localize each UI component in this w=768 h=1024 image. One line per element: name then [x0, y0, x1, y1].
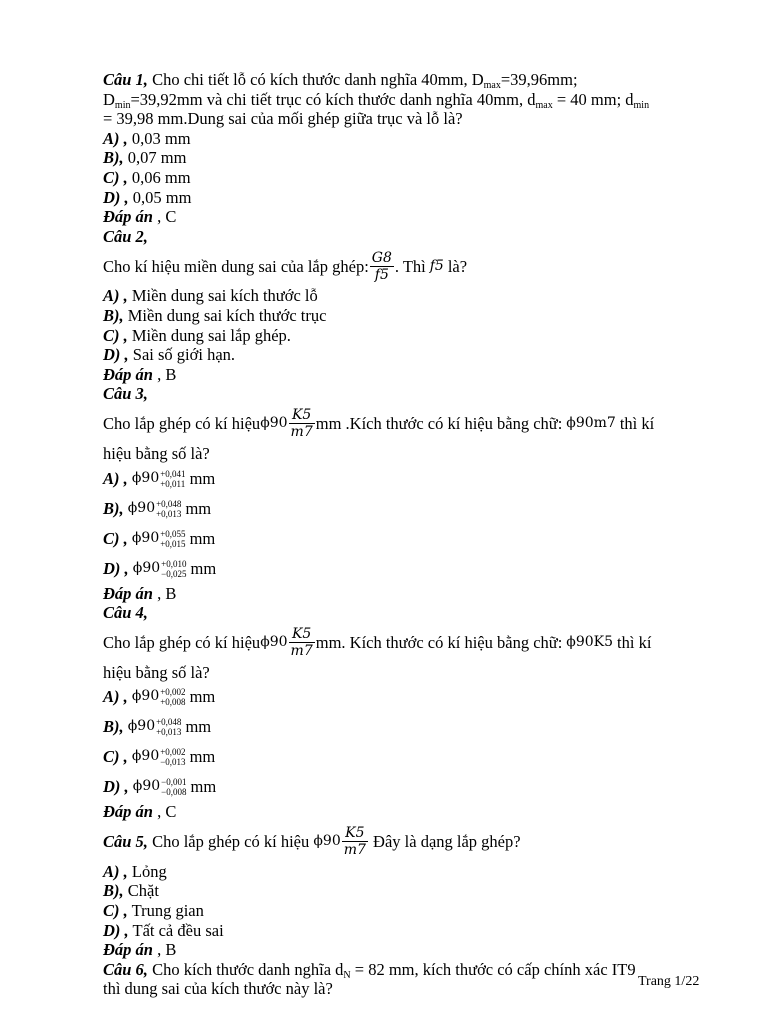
math-symbol: ϕ90m7 — [566, 415, 616, 432]
question-1-text: Cho chi tiết lỗ có kích thước danh nghĩa 40mm, D — [147, 70, 484, 89]
question-2-label: Câu 2, — [103, 226, 148, 246]
option-label: A) , — [103, 687, 128, 707]
question-3-text: mm .Kích thước có kí hiệu bằng chữ: — [315, 414, 563, 434]
tolerance — [156, 499, 181, 519]
question-5-label: Câu 5, — [103, 832, 148, 852]
question-5-stem — [103, 822, 703, 862]
fraction-numerator: K5 — [289, 626, 315, 643]
tolerance — [160, 687, 185, 707]
option-b — [103, 712, 703, 742]
question-6 — [103, 960, 703, 999]
option-label: C) , — [103, 167, 128, 187]
option-label: D) , — [103, 558, 129, 578]
option-label: D) , — [103, 345, 129, 365]
option-d — [103, 188, 703, 208]
lower-deviation: +0,011 — [160, 478, 186, 489]
question-3-line-2: hiệu bằng số là? — [103, 443, 210, 463]
option-text: Tất cả đều sai — [128, 920, 224, 940]
question-3-text: thì kí — [619, 414, 655, 434]
tolerance — [161, 559, 186, 579]
option-d — [103, 772, 703, 802]
fraction-numerator: K5 — [289, 407, 315, 424]
option-text: 0,05 mm — [128, 187, 192, 207]
fraction — [289, 626, 315, 659]
answer-label: Đáp án — [103, 364, 153, 384]
question-3 — [103, 384, 703, 603]
answer-line — [103, 365, 703, 385]
tolerance — [160, 747, 185, 767]
option-text: Trung gian — [127, 901, 204, 921]
answer-value: , B — [152, 364, 177, 384]
option-a — [103, 464, 703, 494]
question-4-label: Câu 4, — [103, 603, 148, 623]
lower-deviation: −0,008 — [161, 787, 187, 798]
answer-label: Đáp án — [103, 207, 153, 227]
phi-symbol: ϕ90 — [127, 499, 156, 516]
unit: mm — [185, 717, 212, 737]
question-6-label: Câu 6, — [103, 959, 148, 979]
question-4 — [103, 603, 703, 822]
option-label: D) , — [103, 920, 129, 940]
phi-symbol: ϕ90 — [260, 415, 288, 432]
phi-symbol: ϕ90 — [127, 718, 156, 735]
tolerance — [160, 469, 185, 489]
unit: mm — [189, 747, 216, 767]
option-d — [103, 921, 703, 941]
option-c — [103, 168, 703, 188]
lower-deviation: −0,025 — [161, 568, 187, 579]
option-label: A) , — [103, 128, 128, 148]
question-1-label: Câu 1, — [103, 70, 148, 89]
phi-symbol: ϕ90 — [132, 778, 161, 795]
option-text: Miền dung sai kích thước lỗ — [127, 286, 318, 306]
question-5-text: Đây là dạng lắp ghép? — [368, 832, 521, 852]
option-text: Sai số giới hạn. — [128, 345, 236, 365]
subscript: min — [633, 99, 650, 111]
option-c — [103, 326, 703, 346]
option-label: D) , — [103, 187, 129, 207]
question-2-stem — [103, 246, 703, 286]
phi-symbol: ϕ90 — [132, 559, 161, 576]
question-6-text: Cho kích thước danh nghĩa d — [147, 959, 344, 979]
tolerance — [160, 529, 185, 549]
tolerance — [161, 777, 186, 797]
subscript: min — [114, 99, 131, 111]
lower-deviation: +0,015 — [160, 538, 186, 549]
question-4-text: thì kí — [617, 632, 652, 652]
unit: mm — [190, 777, 217, 797]
option-a — [103, 862, 703, 882]
fraction-denominator: m7 — [290, 424, 313, 441]
option-d — [103, 345, 703, 365]
question-1-text: =39,96mm; — [500, 70, 578, 89]
question-3-text: Cho lắp ghép có kí hiệu — [103, 414, 261, 434]
unit: mm — [185, 498, 212, 518]
answer-value: , B — [152, 583, 177, 603]
answer-value: , C — [152, 207, 177, 227]
question-1-text: D — [103, 89, 115, 109]
option-b — [103, 494, 703, 524]
option-label: C) , — [103, 325, 128, 345]
fraction-denominator: m7 — [343, 842, 366, 859]
upper-deviation: +0,002 — [160, 747, 186, 758]
question-1-line-3 — [103, 109, 703, 129]
option-a — [103, 682, 703, 712]
question-5-text: Cho lắp ghép có kí hiệu — [147, 832, 314, 852]
option-c — [103, 901, 703, 921]
answer-label: Đáp án — [103, 583, 153, 603]
question-1-text: = 40 mm; d — [552, 89, 634, 109]
question-4-stem — [103, 623, 703, 663]
lower-deviation: +0,008 — [160, 697, 186, 708]
fraction — [370, 250, 394, 283]
option-label: A) , — [103, 861, 128, 881]
question-5 — [103, 822, 703, 960]
option-text: 0,07 mm — [123, 148, 187, 168]
page-number: Trang 1/22 — [638, 974, 700, 989]
question-4-text: Cho lắp ghép có kí hiệu — [103, 632, 261, 652]
lower-deviation: −0,013 — [160, 757, 186, 768]
question-1-text: =39,92mm và chi tiết trục có kích thước danh nghĩa 40mm, d — [130, 89, 536, 109]
unit: mm — [190, 558, 217, 578]
subscript: max — [483, 80, 501, 91]
question-1-line-1 — [103, 70, 703, 90]
option-text: Chặt — [123, 881, 159, 901]
answer-line — [103, 207, 703, 227]
answer-label: Đáp án — [103, 940, 153, 960]
option-b — [103, 881, 703, 901]
option-d — [103, 554, 703, 584]
option-label: C) , — [103, 528, 128, 548]
upper-deviation: +0,048 — [156, 498, 182, 509]
option-c — [103, 524, 703, 554]
upper-deviation: +0,002 — [160, 687, 186, 698]
question-3-stem — [103, 404, 703, 444]
question-2 — [103, 227, 703, 385]
question-1-text: = 39,98 mm.Dung sai của mối ghép giữa trục và lỗ là? — [103, 109, 463, 129]
phi-symbol: ϕ90 — [313, 833, 341, 850]
fraction-denominator: m7 — [290, 643, 313, 660]
answer-line — [103, 940, 703, 960]
option-label: B), — [103, 717, 124, 737]
phi-symbol: ϕ90 — [131, 688, 160, 705]
option-b — [103, 148, 703, 168]
answer-value: , C — [152, 802, 177, 822]
fraction-denominator: f5 — [374, 266, 389, 283]
question-4-text: mm. Kích thước có kí hiệu bằng chữ: — [315, 632, 563, 652]
option-text: 0,03 mm — [127, 128, 191, 148]
option-label: C) , — [103, 901, 128, 921]
phi-symbol: ϕ90 — [131, 469, 160, 486]
option-text: Miền dung sai lắp ghép. — [127, 325, 291, 345]
subscript: max — [535, 99, 553, 111]
unit: mm — [189, 468, 216, 488]
lower-deviation: +0,013 — [156, 508, 182, 519]
fraction — [289, 407, 315, 440]
answer-line — [103, 584, 703, 604]
question-3-label: Câu 3, — [103, 384, 148, 404]
question-4-line-2: hiệu bằng số là? — [103, 662, 210, 682]
option-label: C) , — [103, 747, 128, 767]
option-label: B), — [103, 881, 124, 901]
answer-label: Đáp án — [103, 802, 153, 822]
upper-deviation: +0,010 — [161, 558, 187, 569]
question-2-text: Cho kí hiệu miền dung sai của lắp ghép: — [103, 256, 369, 276]
phi-symbol: ϕ90 — [131, 748, 160, 765]
tolerance — [156, 717, 181, 737]
option-a — [103, 129, 703, 149]
option-text: Miền dung sai kích thước trục — [123, 305, 327, 325]
phi-symbol: ϕ90 — [260, 633, 288, 650]
phi-symbol: ϕ90 — [131, 529, 160, 546]
option-label: B), — [103, 498, 124, 518]
fraction — [342, 825, 368, 858]
document-page — [103, 70, 703, 999]
lower-deviation: +0,013 — [156, 727, 182, 738]
question-2-text: . Thì — [394, 256, 426, 276]
option-a — [103, 286, 703, 306]
unit: mm — [189, 687, 216, 707]
subscript: N — [343, 969, 351, 981]
fraction-numerator: K5 — [342, 825, 368, 842]
option-label: B), — [103, 148, 124, 168]
option-text: Lỏng — [127, 861, 167, 881]
upper-deviation: −0,001 — [161, 777, 187, 788]
option-c — [103, 742, 703, 772]
upper-deviation: +0,055 — [160, 528, 186, 539]
math-symbol: ϕ90K5 — [566, 633, 614, 650]
upper-deviation: +0,048 — [156, 717, 182, 728]
question-1 — [103, 70, 703, 227]
unit: mm — [189, 528, 216, 548]
option-text: 0,06 mm — [127, 167, 191, 187]
option-label: A) , — [103, 286, 128, 306]
option-label: A) , — [103, 468, 128, 488]
answer-line — [103, 802, 703, 822]
upper-deviation: +0,041 — [160, 468, 186, 479]
question-1-line-2 — [103, 90, 703, 110]
option-label: D) , — [103, 777, 129, 797]
question-2-text: là? — [447, 256, 468, 276]
question-6-line-2: thì dung sai của kích thước này là? — [103, 979, 333, 999]
fraction-numerator: G8 — [371, 249, 392, 266]
answer-value: , B — [152, 940, 177, 960]
question-6-text: = 82 mm, kích thước có cấp chính xác IT9 — [350, 959, 636, 979]
option-label: B), — [103, 305, 124, 325]
math-symbol: f5 — [429, 257, 444, 274]
option-b — [103, 306, 703, 326]
question-6-line-1 — [103, 960, 703, 980]
